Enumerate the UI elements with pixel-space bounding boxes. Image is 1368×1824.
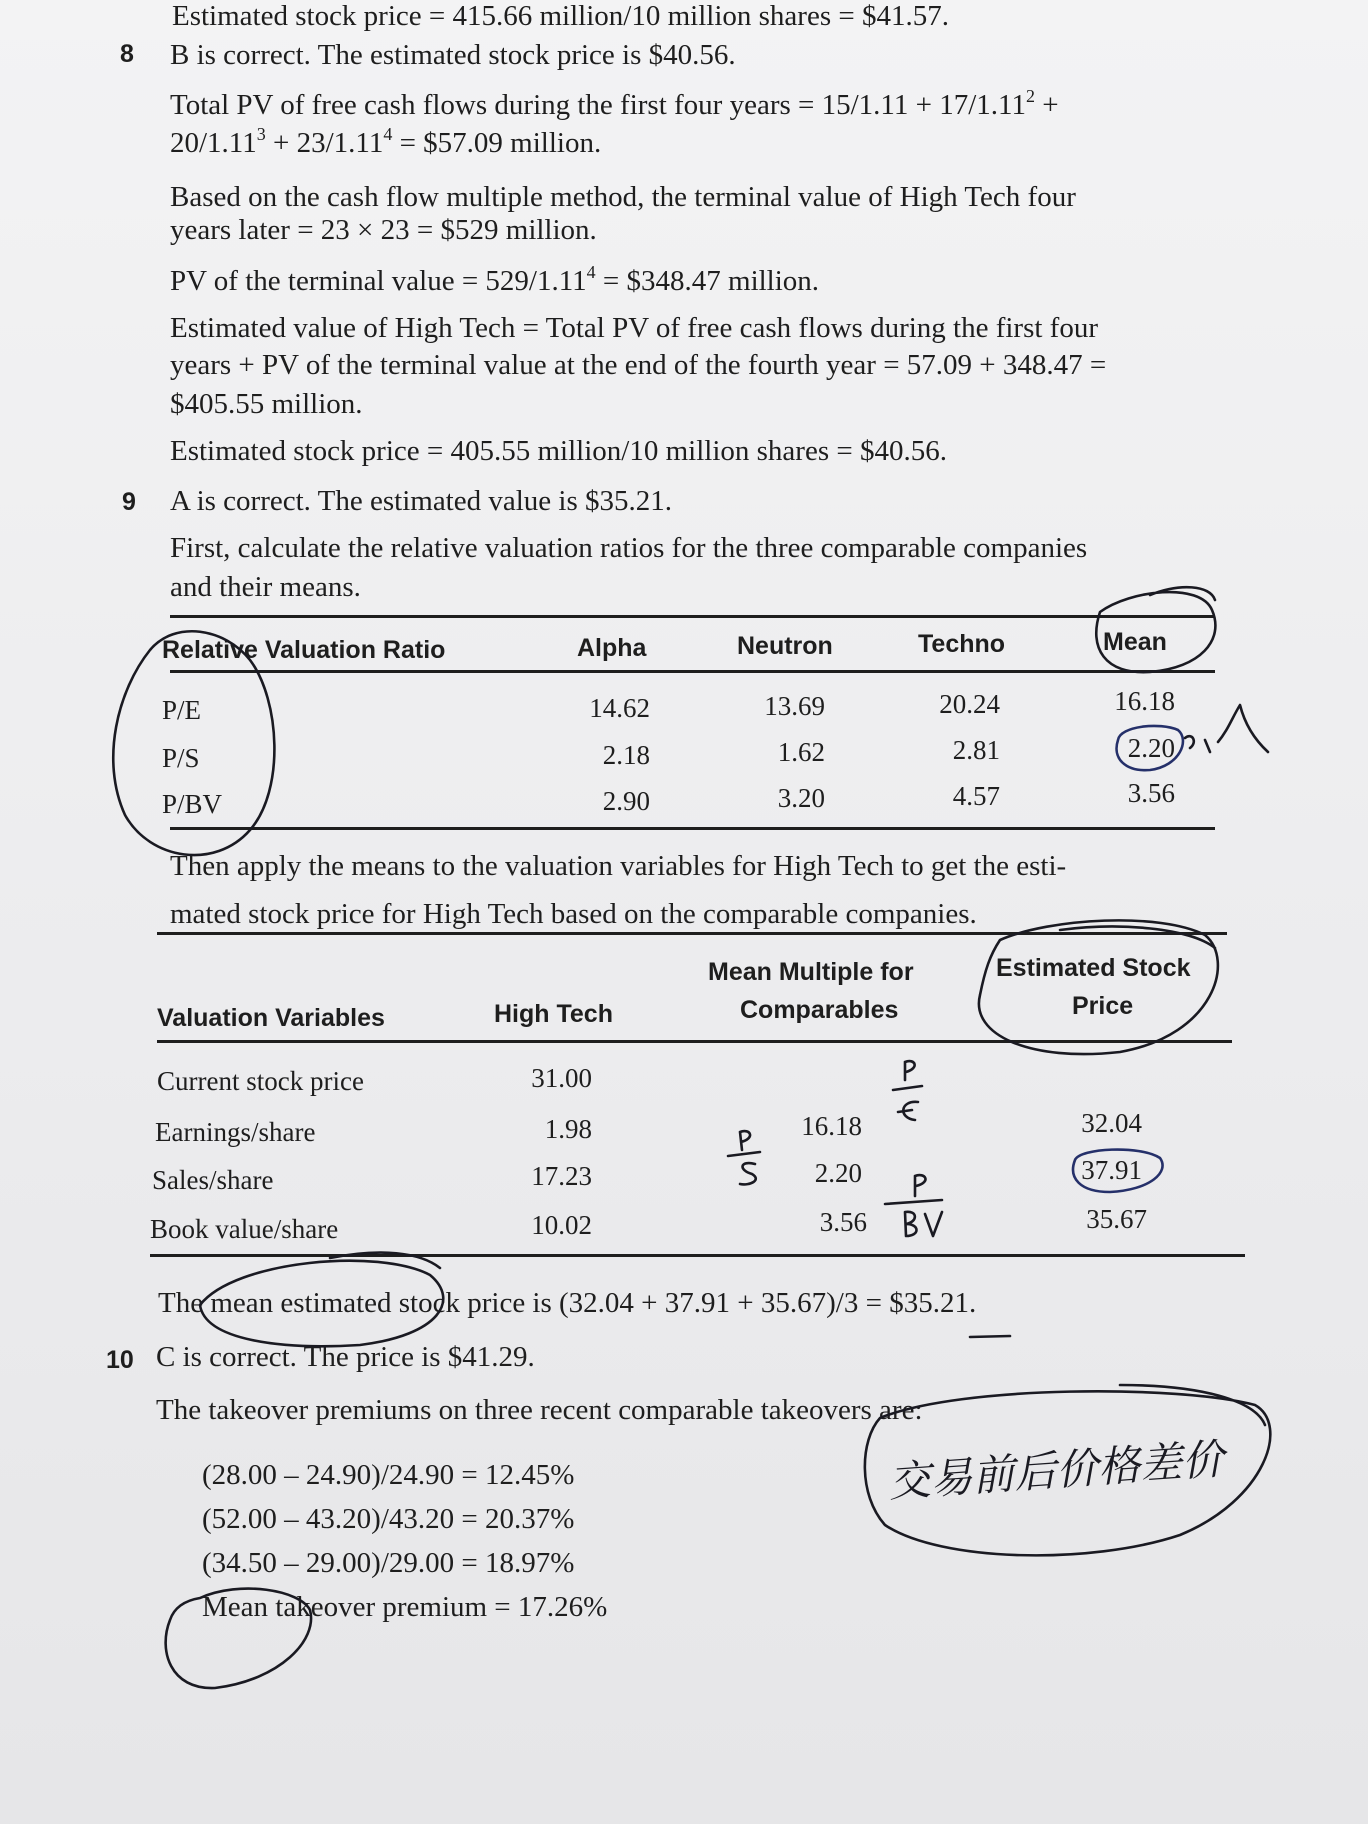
circle-mean-header <box>1096 587 1215 672</box>
q10-premium: (34.50 – 29.00)/29.00 = 18.97% <box>202 1547 575 1579</box>
table2-row-label: Current stock price <box>157 1066 364 1096</box>
table1-cell: 2.90 <box>602 786 650 816</box>
q10-premium: (28.00 – 24.90)/24.90 = 12.45% <box>202 1459 575 1491</box>
handwritten-pe-label <box>893 1061 922 1120</box>
q9-intro-line1: First, calculate the relative valuation ratios for the three comparable companies <box>170 532 1088 564</box>
q8-terminal-line1: Based on the cash flow multiple method, the terminal value of High Tech four <box>170 181 1076 213</box>
underline-divide-by-3 <box>970 1336 1010 1337</box>
q8-value-line3: $405.55 million. <box>170 388 363 420</box>
table2-cell: 10.02 <box>531 1210 592 1240</box>
table1-row-label: P/BV <box>162 789 223 819</box>
table1-row-label: P/E <box>162 695 202 725</box>
q9-mean-price: The mean estimated stock price is (32.04 + 37.91 + 35.67)/3 = $35.21. <box>158 1287 977 1319</box>
table1-header-neutron: Neutron <box>737 632 833 660</box>
table1-header-alpha: Alpha <box>577 634 647 662</box>
table2-header-est-line1: Estimated Stock <box>996 954 1191 982</box>
table2-cell: 16.18 <box>801 1111 862 1141</box>
table1-header-ratio: Relative Valuation Ratio <box>162 636 446 664</box>
handwritten-chinese-note: 交易前后价格差价 <box>886 1434 1226 1507</box>
table2-row-label: Sales/share <box>152 1165 274 1195</box>
table1-cell: 14.62 <box>589 693 650 723</box>
table1-row-label: P/S <box>162 743 200 773</box>
circle-mean-estimated <box>200 1253 443 1347</box>
circle-estimated-stock-header <box>979 920 1218 1054</box>
q10-premium: (52.00 – 43.20)/43.20 = 20.37% <box>202 1503 575 1535</box>
q9-intro-line2: and their means. <box>170 571 361 603</box>
q10-mean-premium: Mean takeover premium = 17.26% <box>202 1591 608 1623</box>
table1-header-mean: Mean <box>1103 628 1167 656</box>
q8-terminal-line2: years later = 23 × 23 = $529 million. <box>170 214 597 246</box>
circle-ps-mean <box>1117 726 1183 770</box>
q9-apply-line2: mated stock price for High Tech based on the comparable companies. <box>170 898 977 930</box>
table2-row-label: Earnings/share <box>155 1117 316 1147</box>
q8-stock-price: Estimated stock price = 405.55 million/10 million shares = $40.56. <box>170 435 947 467</box>
q8-pv-line2: $20/1.11^3 + 23/1.11^4$ = $57.09 million. <box>170 124 602 159</box>
q8-pv-terminal: PV of the terminal value = $529/1.11^4$ = $348.47 million. <box>170 262 820 297</box>
scribble-ps-note <box>1185 705 1268 752</box>
table1-cell: 4.57 <box>952 781 1000 811</box>
handwritten-pbv-label <box>885 1175 942 1236</box>
q10-intro: The takeover premiums on three recent comparable takeovers are: <box>156 1394 923 1426</box>
table2-row-label: Book value/share <box>150 1214 339 1244</box>
circle-ratio-column <box>113 631 274 855</box>
table2-cell: 3.56 <box>819 1207 867 1237</box>
table2-cell: 32.04 <box>1081 1108 1142 1138</box>
table1-cell: 2.20 <box>1127 733 1175 763</box>
table1-cell: 20.24 <box>939 689 1000 719</box>
table2-header-mean-line2: Comparables <box>740 996 899 1024</box>
q10-number: 10 <box>106 1346 134 1374</box>
table2-cell: 2.20 <box>814 1158 862 1188</box>
table2-cell: 17.23 <box>531 1161 592 1191</box>
q8-answer: B is correct. The estimated stock price is $40.56. <box>170 39 736 71</box>
q7-tail-text: Estimated stock price = 415.66 million/10 million shares = $41.57. <box>172 0 949 32</box>
table1-cell: 13.69 <box>764 691 825 721</box>
table1-cell: 1.62 <box>777 737 825 767</box>
table2-header-variables: Valuation Variables <box>157 1004 385 1032</box>
table2-cell: 1.98 <box>544 1114 592 1144</box>
table1-cell: 3.56 <box>1127 778 1175 808</box>
table1-cell: 3.20 <box>777 783 825 813</box>
table2-cell: 35.67 <box>1086 1204 1147 1234</box>
q10-answer: C is correct. The price is $41.29. <box>156 1341 535 1373</box>
q9-apply-line1: Then apply the means to the valuation variables for High Tech to get the esti- <box>170 850 1067 882</box>
q9-answer: A is correct. The estimated value is $35.21. <box>170 485 673 517</box>
table2-header-est-line2: Price <box>1072 992 1134 1020</box>
q8-value-line2: years + PV of the terminal value at the end of the fourth year = 57.09 + 348.47 = <box>170 349 1107 381</box>
table2-header-mean-line1: Mean Multiple for <box>708 958 914 986</box>
table2-header-hightech: High Tech <box>494 1000 613 1028</box>
table2-cell: 31.00 <box>531 1063 592 1093</box>
circle-mean-takeover <box>166 1589 311 1688</box>
table2-cell: 37.91 <box>1081 1155 1142 1185</box>
q8-number: 8 <box>120 40 134 68</box>
table1-cell: 16.18 <box>1114 686 1175 716</box>
circle-sales-estimate <box>1073 1150 1162 1192</box>
handwritten-ps-label <box>728 1131 760 1184</box>
table1-header-techno: Techno <box>918 630 1006 658</box>
q9-number: 9 <box>122 488 136 516</box>
q8-value-line1: Estimated value of High Tech = Total PV of free cash flows during the first four <box>170 312 1098 344</box>
table1-cell: 2.81 <box>952 735 1000 765</box>
q8-pv-line1: Total PV of free cash flows during the first four years = $15/1.11 + 17/1.11^2$ + <box>170 86 1059 121</box>
table1-cell: 2.18 <box>602 740 650 770</box>
